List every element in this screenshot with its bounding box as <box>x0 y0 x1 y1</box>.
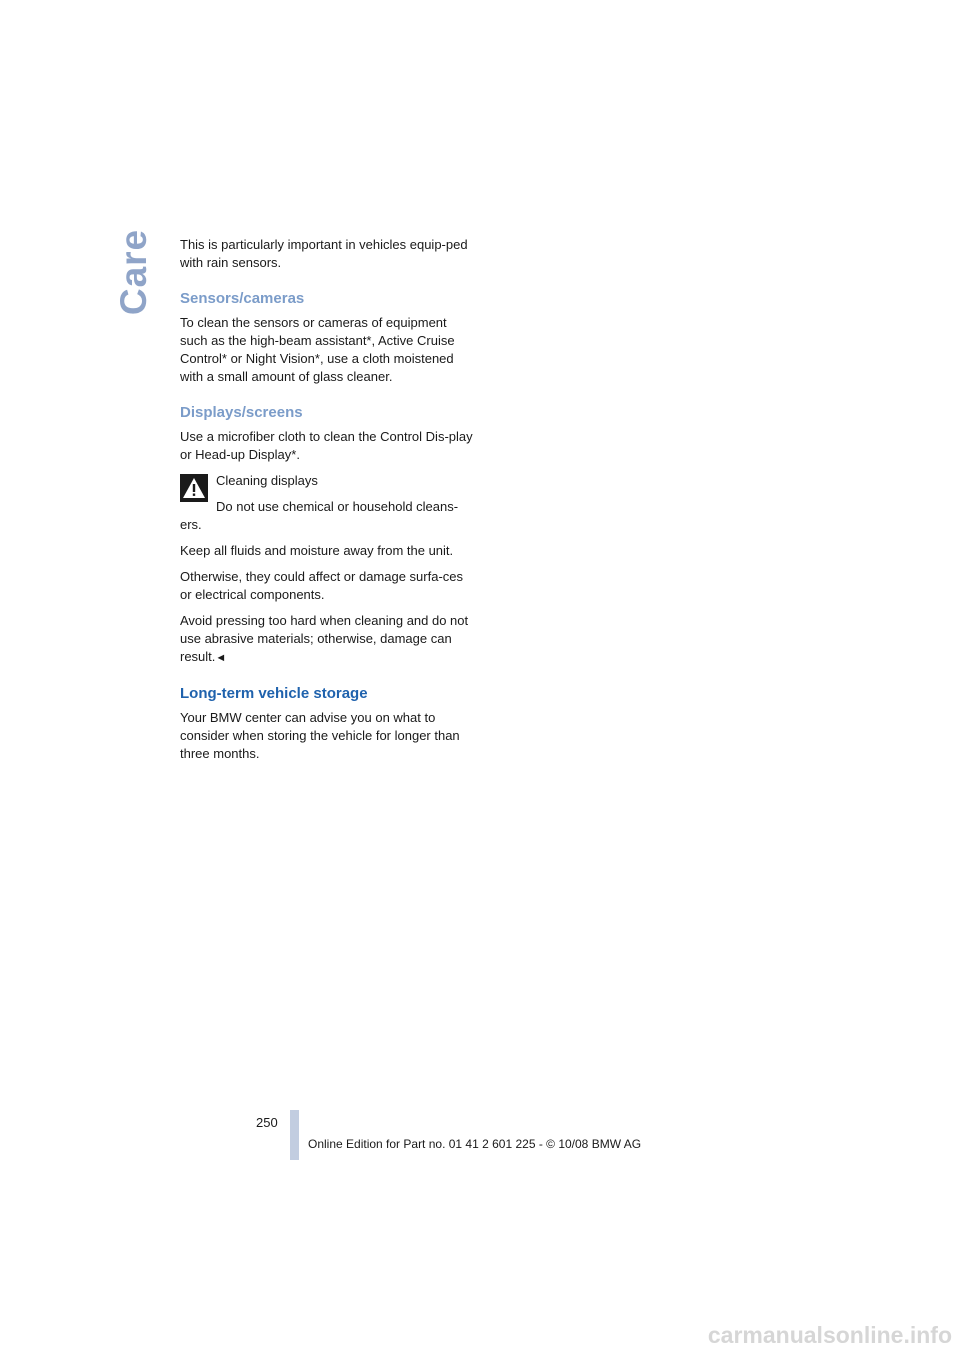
storage-heading: Long-term vehicle storage <box>180 685 368 702</box>
intro-paragraph: This is particularly important in vehicles equip-ped with rain sensors. <box>180 237 468 270</box>
warning-body-end: ers. <box>180 517 202 532</box>
section-tab <box>112 228 156 316</box>
warning-paragraph-4 <box>180 612 476 667</box>
warning-paragraph-4-text: Avoid pressing too hard when cleaning and do not use abrasive materials; otherwise, damage can result. <box>180 613 469 664</box>
displays-paragraph: Use a microfiber cloth to clean the Control Dis-play or Head-up Display*. <box>180 429 473 462</box>
warning-triangle-icon <box>180 474 208 502</box>
section-tab-label: Care <box>113 228 154 316</box>
warning-title: Cleaning displays <box>216 473 318 488</box>
displays-heading: Displays/screens <box>180 404 303 421</box>
footer-bar <box>290 1110 299 1160</box>
warning-paragraph-3: Otherwise, they could affect or damage surfa-ces or electrical components. <box>180 569 464 602</box>
warning-paragraph-2: Keep all fluids and moisture away from the unit. <box>180 543 454 558</box>
page-content <box>180 236 476 771</box>
watermark: carmanualsonline.info <box>707 1322 952 1348</box>
warning-block <box>180 472 476 516</box>
page-number: 250 <box>256 1115 278 1130</box>
storage-paragraph: Your BMW center can advise you on what to consider when storing the vehicle for longer than three months. <box>180 710 460 761</box>
sensors-paragraph: To clean the sensors or cameras of equipment such as the high-beam assistant*, Active Cruise Control* or Night Vision*, use a cloth moistened with a small amount of glass cleaner. <box>180 315 455 384</box>
footer-edition: Online Edition for Part no. 01 41 2 601 225 - © 10/08 BMW AG <box>308 1137 642 1151</box>
end-mark: ◄ <box>215 652 227 664</box>
sensors-heading: Sensors/cameras <box>180 290 305 307</box>
warning-body-start: Do not use chemical or household cleans- <box>216 499 459 514</box>
